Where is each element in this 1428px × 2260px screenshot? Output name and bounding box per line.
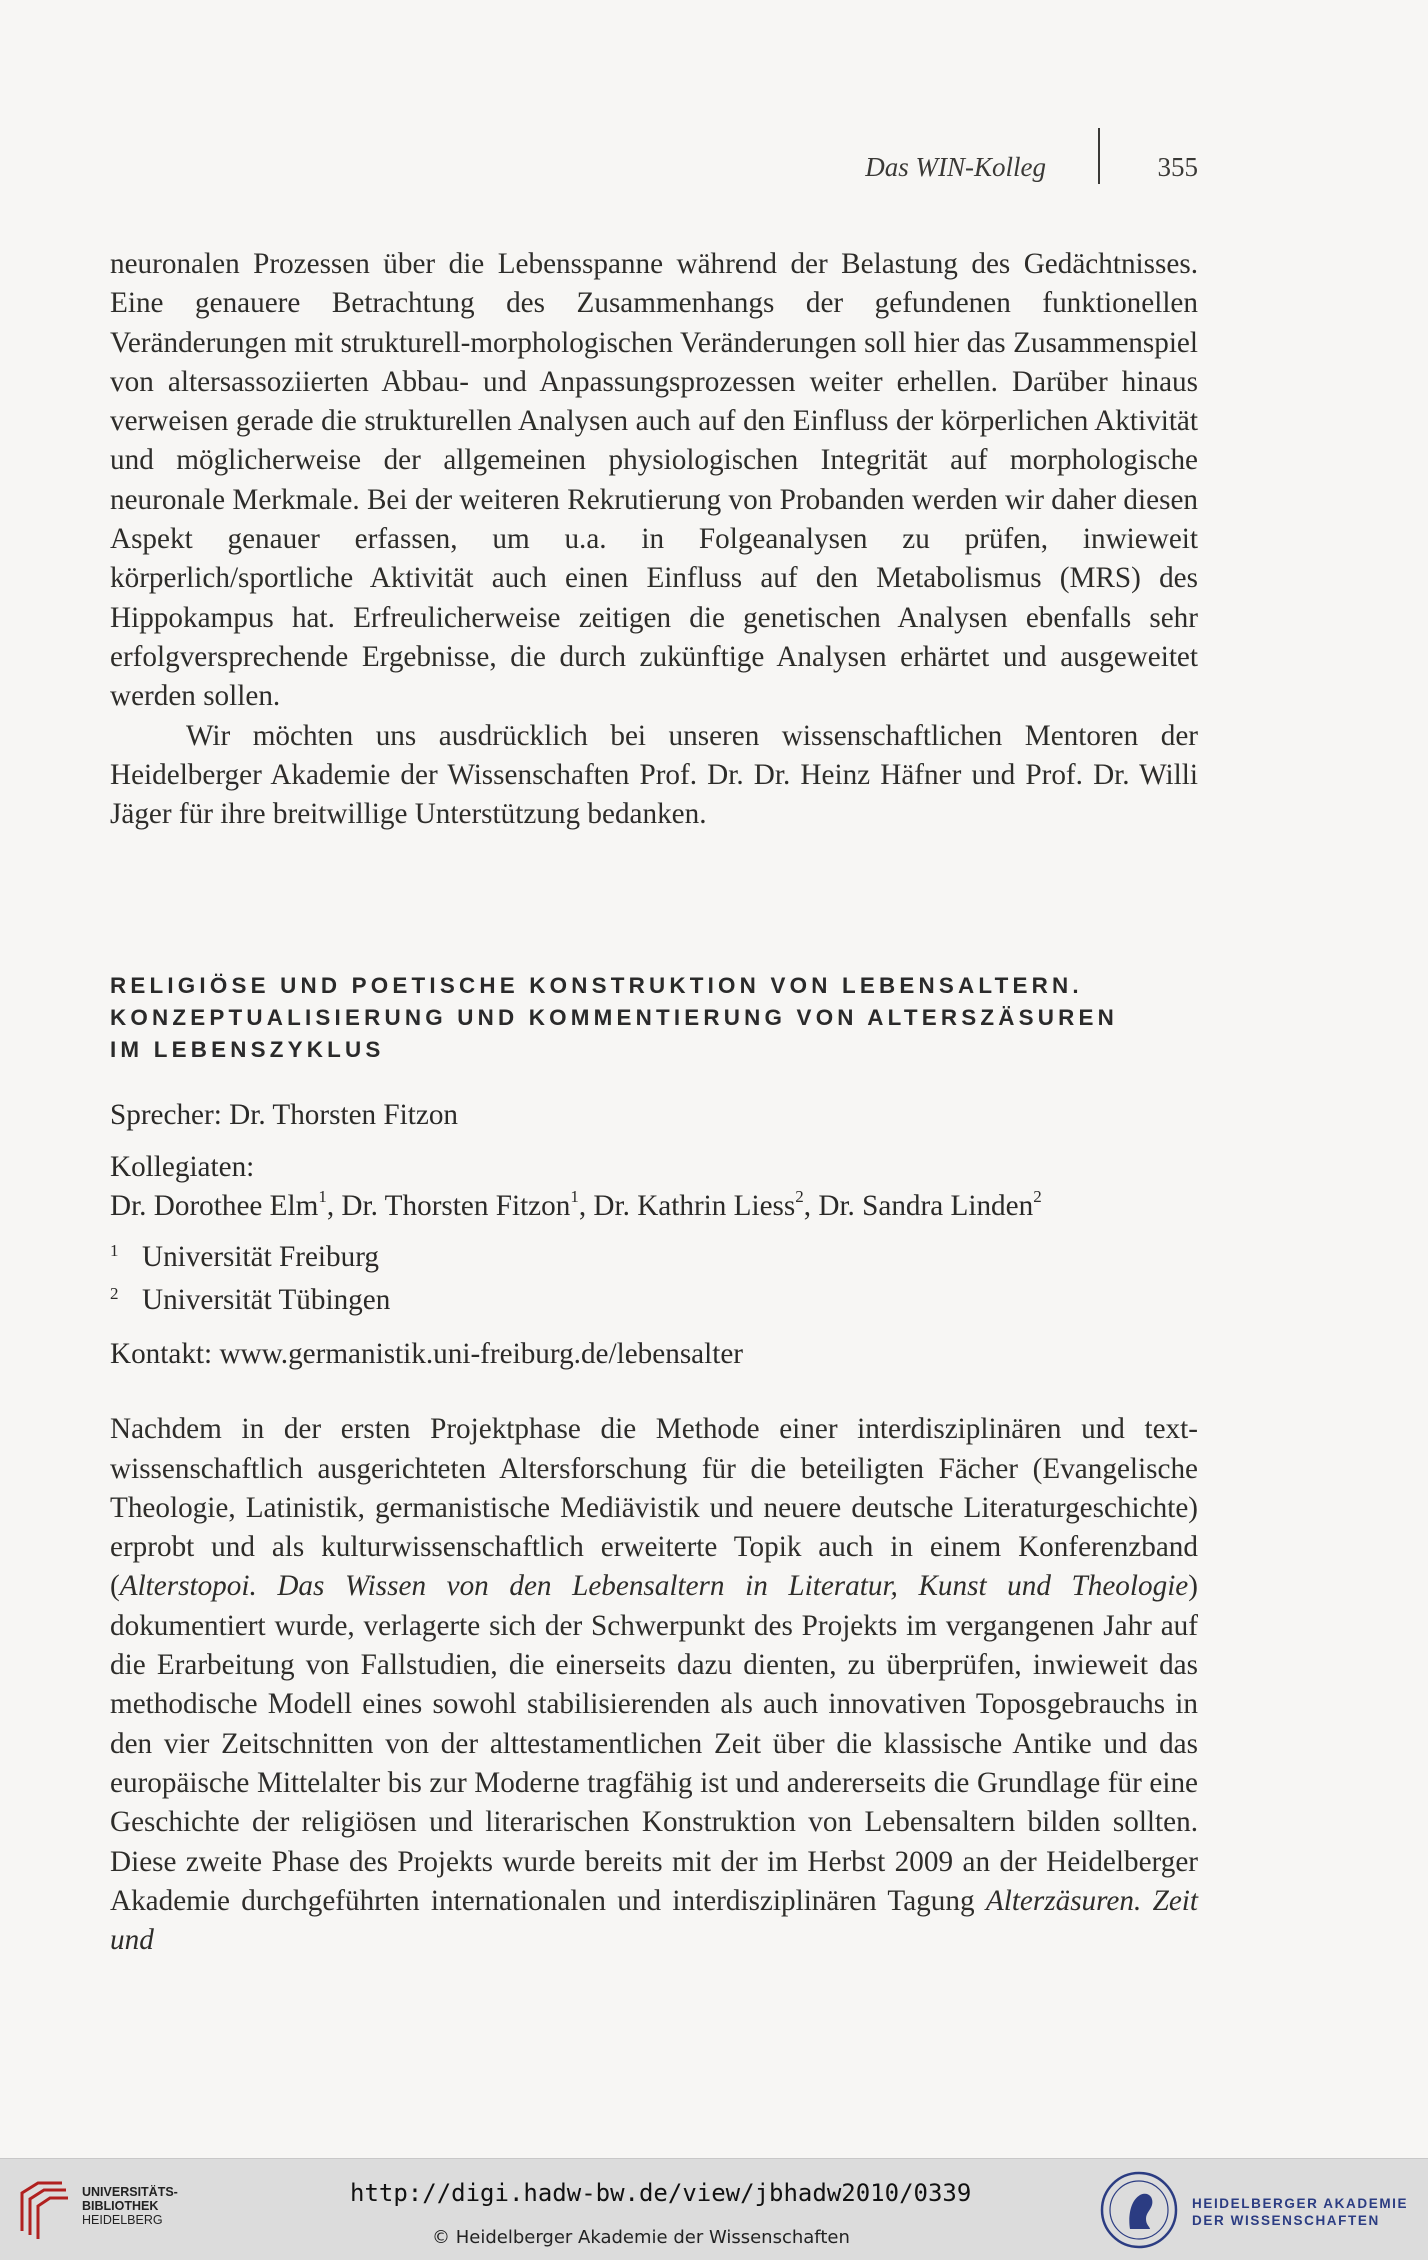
page-content — [110, 245, 1198, 1960]
affiliation-2 — [110, 1281, 1198, 1323]
ub-heidelberg-logo-icon — [16, 2179, 70, 2241]
affiliation-mark: 2 — [1033, 1187, 1042, 1207]
academy-line-2: DER WISSENSCHAFTEN — [1192, 2213, 1380, 2228]
ub-line-1: UNIVERSITÄTS- — [82, 2185, 178, 2199]
ub-heidelberg-name — [82, 2185, 178, 2227]
running-head — [110, 150, 1198, 186]
section-heading-line-1: RELIGIÖSE UND POETISCHE KONSTRUKTION VON LEBENSALTERN. — [110, 973, 1083, 999]
affiliation-mark: 1 — [570, 1187, 579, 1207]
affiliation-1 — [110, 1238, 1198, 1280]
running-head-divider — [1098, 128, 1100, 184]
affiliation-mark: 2 — [795, 1187, 804, 1207]
section-heading-line-3: IM LEBENSZYKLUS — [110, 1037, 385, 1063]
page-number: 355 — [1157, 152, 1198, 182]
speaker-line: Sprecher: Dr. Thorsten Fitzon — [110, 1099, 459, 1132]
contact-line: Kontakt: www.germanistik.uni-freiburg.de/lebensalter — [110, 1337, 744, 1370]
affiliation-mark: 2 — [110, 1283, 119, 1303]
body-paragraph-3 — [110, 1410, 1198, 1960]
affiliation-name: Universität Tübingen — [142, 1283, 391, 1316]
member-name: Dr. Dorothee Elm — [110, 1190, 319, 1223]
body-paragraph-2: Wir möchten uns ausdrücklich bei unseren wissenschaftlichen Mentoren der Heidelberger Akademie der Wissenschaften Prof. Dr. Dr. Heinz Häfner und Prof. Dr. Willi Jäger für ihre breitwillige Unterstützung bedanken. — [110, 719, 1198, 831]
ub-line-2: BIBLIOTHEK — [82, 2199, 159, 2213]
member-name: Dr. Kathrin Liess — [593, 1190, 796, 1223]
academy-name — [1192, 2195, 1408, 2229]
kollegiaten-list: Dr. Dorothee Elm$^1$, Dr. Thorsten Fitzon$^1$, Dr. Kathrin Liess$^2$, Dr. Sandra Linden$^2$ — [110, 1187, 1042, 1223]
member-name: Dr. Sandra Linden — [818, 1190, 1034, 1223]
copyright-notice: © Heidelberger Akademie der Wissenschaften — [432, 2227, 850, 2248]
running-head-title: Das WIN-Kolleg — [865, 152, 1046, 182]
affiliation-name: Universität Freiburg — [142, 1241, 379, 1274]
section-heading — [110, 970, 1198, 1066]
section-heading-line-2: KONZEPTUALISIERUNG UND KOMMENTIERUNG VON ALTERSZÄSUREN — [110, 1005, 1118, 1031]
affiliation-mark: 1 — [110, 1241, 119, 1261]
affiliation-mark: 1 — [318, 1187, 327, 1207]
paragraph-text: ) dokumentiert wurde, verlagerte sich der Schwerpunkt des Projekts im vergangenen Jahr auf die Erarbeitung von Fallstudien, die einerseits dazu dienten, zu überprüfen, inwieweit das methodische Modell eines sowohl stabilisierenden als auch innovativen Toposgebrauchs in den vier Zeitschnitten von der alttestamentlichen Zeit über die klassische Antike und das europäische Mittelalter bis zur Moderne tragfähig ist und andererseits die Grundlage für eine Geschichte der religiösen und literarischen Konstruktion von Lebensaltern bilden sollten. Diese zweite Phase des Projekts wurde bereits mit der im Herbst 2009 an der Heidelberger Akademie durchgeführten internationalen und interdisziplinären Tagung — [110, 1570, 1198, 1917]
body-paragraph-1: neuronalen Prozessen über die Lebensspanne während der Belastung des Gedächtnisses. Eine genauere Betrachtung des Zusammenhangs der gefundenen funktionellen Veränderungen mit strukturell-morphologischen Veränderungen soll hier das Zusammenspiel von altersassoziierten Abbau- und Anpassungsprozessen weiter erhellen. Darüber hinaus verweisen gerade die strukturellen Analysen auch auf den Einfluss der körperlichen Aktivität und möglicherweise der allgemeinen physiologischen Integrität auf morphologische neuronale Merkmale. Bei der weiteren Rekrutierung von Probanden werden wir daher diesen Aspekt genauer erfassen, um u.a. in Folgeanalysen zu prüfen, inwieweit körperlich/sportliche Aktivität auch einen Einfluss auf den Metabolismus (MRS) des Hippokampus hat. Erfreulicherweise zeitigen die genetischen Analysen ebenfalls sehr erfolgversprechende Ergebnisse, die durch zukünftige Analysen erhärtet und ausgeweitet werden sollen. — [110, 248, 1198, 713]
project-meta — [110, 1096, 1198, 1374]
academy-line-1: HEIDELBERGER AKADEMIE — [1192, 2196, 1409, 2211]
conference-title: Alterzäsuren. Zeit und — [110, 1884, 1198, 1957]
academy-seal-icon — [1100, 2171, 1178, 2249]
ub-line-3: HEIDELBERG — [82, 2213, 163, 2227]
book-title: Alterstopoi. Das Wissen von den Lebensaltern in Literatur, Kunst und Theologie — [119, 1570, 1189, 1603]
permalink-url[interactable]: http://digi.hadw-bw.de/view/jbhadw2010/0339 — [350, 2179, 972, 2207]
digitization-footer — [0, 2158, 1428, 2260]
kollegiaten-label: Kollegiaten: — [110, 1150, 255, 1183]
member-name: Dr. Thorsten Fitzon — [341, 1190, 571, 1223]
paragraph-text: Nachdem in der ersten Projektphase die Methode einer interdisziplinären und textwissenschaftlich ausgerichteten Altersforschung für die beteiligten Fächer (Evangelische Theologie, Latinistik, germanistische Mediävistik und neuere deutsche Literaturgeschichte) erprobt und als kulturwissenschaftlich erweiterte Topik auch in einem Konferenzband ( — [110, 1413, 1198, 1603]
